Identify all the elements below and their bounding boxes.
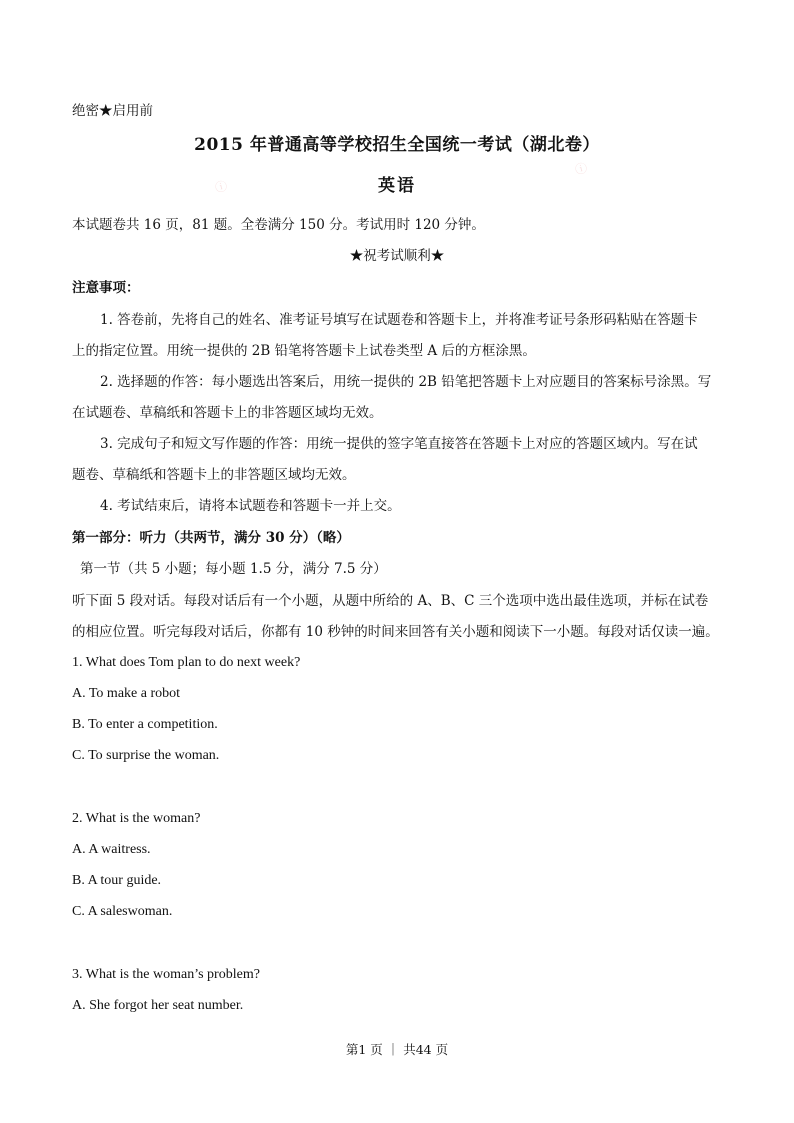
exam-title: 2015 年普通高等学校招生全国统一考试（湖北卷） xyxy=(194,135,600,155)
exam-info: 本试题卷共 16 页，81 题。全卷满分 150 分。考试用时 120 分钟。 xyxy=(72,217,485,233)
instruction-1-line-2: 上的指定位置。用统一提供的 2B 铅笔将答题卡上试卷类型 A 后的方框涂黑。 xyxy=(72,343,536,359)
question-3-stem: 3. What is the woman’s problem? xyxy=(72,967,260,982)
instruction-4-line-1: 4. 考试结束后，请将本试题卷和答题卡一并上交。 xyxy=(100,498,401,514)
subject-title: 英语 xyxy=(378,176,416,196)
section-1-directions-line-2: 的相应位置。听完每段对话后，你都有 10 秒钟的时间来回答有关小题和阅读下一小题。每段对话仅读一遍。 xyxy=(72,624,719,640)
secret-label: 绝密★启用前 xyxy=(72,103,153,119)
section-1-directions-line-1: 听下面 5 段对话。每段对话后有一个小题，从题中所给的 A、B、C 三个选项中选出最佳选项，并标在试卷 xyxy=(72,593,709,609)
instruction-1-line-1: 1. 答卷前，先将自己的姓名、准考证号填写在试题卷和答题卡上，并将准考证号条形码粘贴在答题卡 xyxy=(100,312,698,328)
question-2-option-b: B. A tour guide. xyxy=(72,873,162,888)
instruction-3-line-2: 题卷、草稿纸和答题卡上的非答题区域均无效。 xyxy=(72,467,356,483)
question-1-stem: 1. What does Tom plan to do next week? xyxy=(72,655,301,670)
section-1-sub-heading: 第一节（共 5 小题；每小题 1.5 分，满分 7.5 分） xyxy=(80,561,387,577)
watermark-right: ⓘ xyxy=(573,160,589,178)
question-2-option-c: C. A saleswoman. xyxy=(72,904,173,919)
instruction-3-line-1: 3. 完成句子和短文写作题的作答：用统一提供的签字笔直接答在答题卡上对应的答题区域内。写在试 xyxy=(100,436,698,452)
watermark-left: ⓘ xyxy=(213,178,229,196)
wish-line: ★祝考试顺利★ xyxy=(349,248,445,264)
page-footer: 第1 页 ｜ 共44 页 xyxy=(345,1042,449,1057)
question-1-option-b: B. To enter a competition. xyxy=(72,717,218,732)
question-1-option-a: A. To make a robot xyxy=(72,686,181,701)
instructions-heading: 注意事项： xyxy=(72,280,140,296)
section-1-heading: 第一部分：听力（共两节，满分 30 分）（略） xyxy=(72,530,350,546)
question-2-stem: 2. What is the woman? xyxy=(72,811,201,826)
question-3-option-a: A. She forgot her seat number. xyxy=(72,998,244,1013)
instruction-2-line-2: 在试题卷、草稿纸和答题卡上的非答题区域均无效。 xyxy=(72,405,383,421)
question-2-option-a: A. A waitress. xyxy=(72,842,151,857)
question-1-option-c: C. To surprise the woman. xyxy=(72,748,220,763)
instruction-2-line-1: 2. 选择题的作答：每小题选出答案后，用统一提供的 2B 铅笔把答题卡上对应题目的答案标号涂黑。写 xyxy=(100,374,712,390)
